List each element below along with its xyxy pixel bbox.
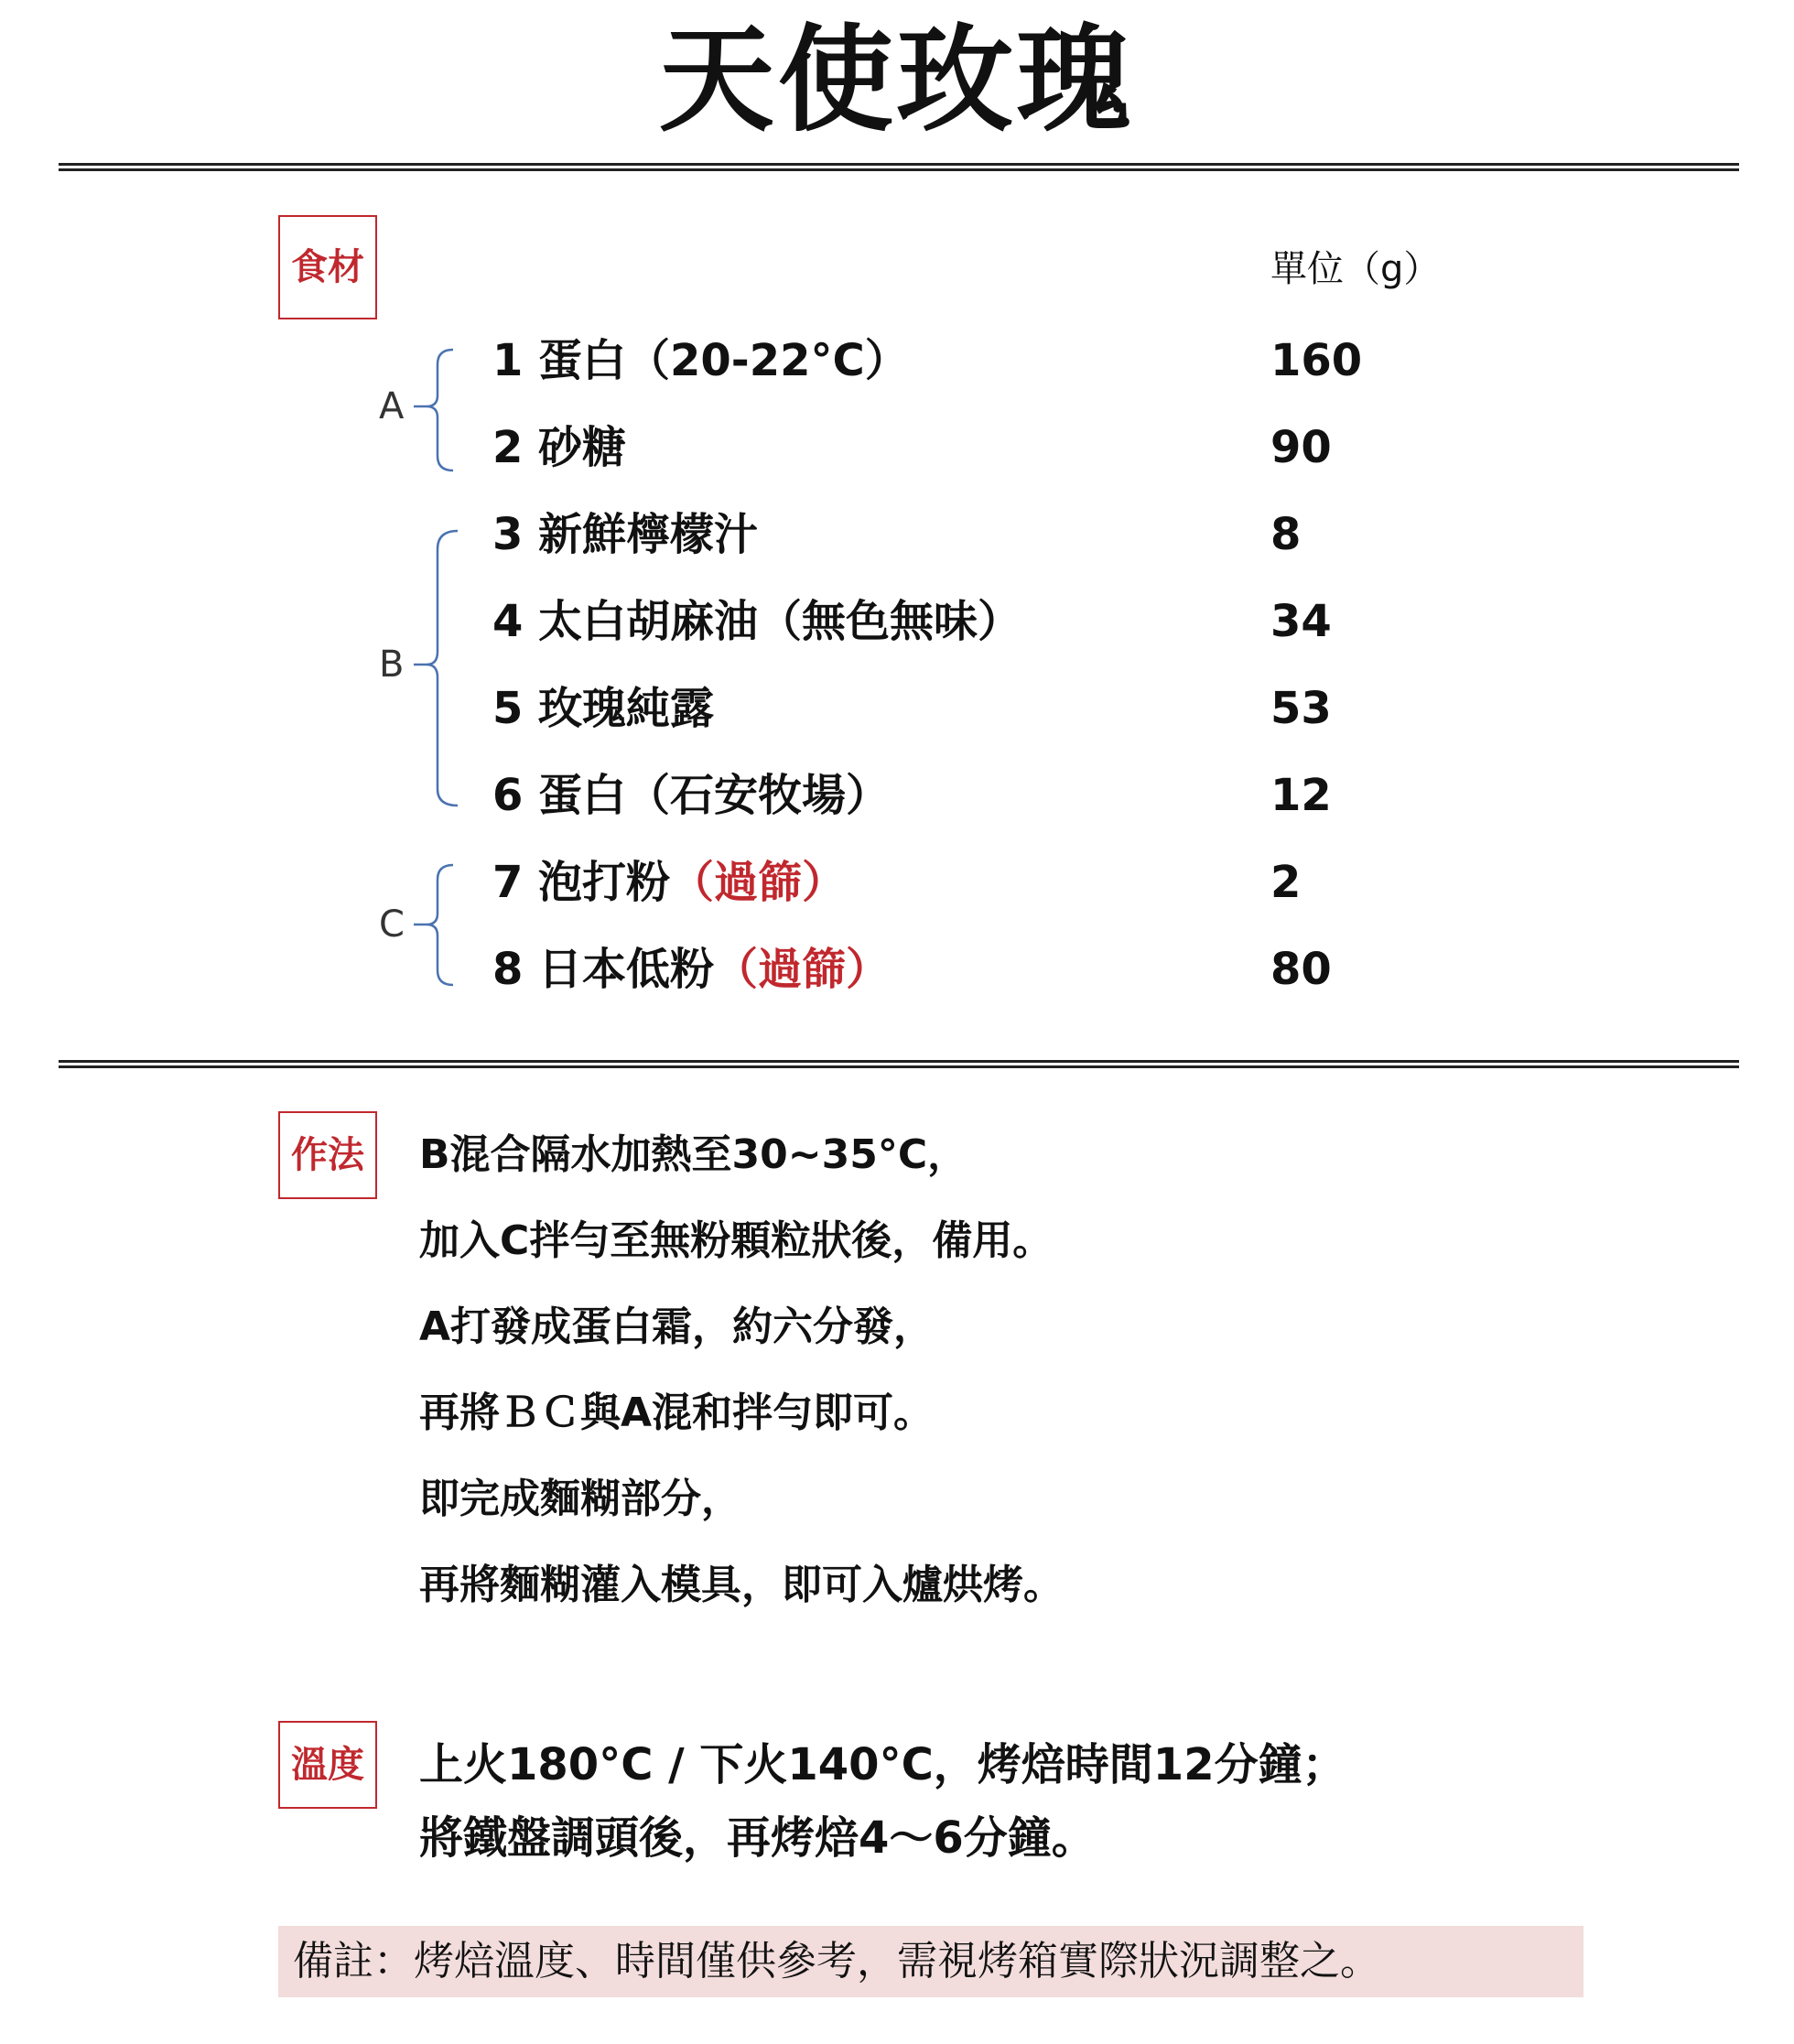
method-step: A打發成蛋白霜，約六分發， (419, 1303, 935, 1350)
ingredient-name: 玫瑰純露 (538, 683, 715, 734)
ingredient-number: 3 (492, 509, 524, 560)
ingredient-number: 5 (492, 683, 524, 734)
ingredient-amount: 53 (1270, 683, 1332, 734)
ingredient-amount: 12 (1270, 770, 1332, 821)
ingredient-number: 8 (492, 944, 524, 995)
temperature-line: 上火180°C / 下火140°C，烤焙時間12分鐘； (419, 1739, 1346, 1790)
sift-note: （過篩） (714, 944, 891, 995)
ingredient-number: 2 (492, 422, 524, 473)
ingredient-amount: 34 (1270, 596, 1332, 647)
ingredient-row (0, 509, 1794, 600)
ingredient-amount: 160 (1270, 335, 1363, 386)
group-label-a: A (379, 385, 405, 427)
middle-divider (59, 1060, 1739, 1069)
remark-note: 備註：烤焙溫度、時間僅供參考，需視烤箱實際狀況調整之。 (278, 1926, 1583, 1997)
method-step: 再將ＢＣ與A混和拌勻即可。 (419, 1390, 935, 1436)
ingredient-number: 6 (492, 770, 524, 821)
group-label-c: C (379, 903, 405, 946)
ingredient-amount: 90 (1270, 422, 1332, 473)
temperature-line: 將鐵盤調頭後，再烤焙4～6分鐘。 (419, 1812, 1096, 1864)
ingredient-name: 泡打粉（過篩） (538, 857, 847, 908)
sift-note: （過篩） (670, 857, 847, 908)
ingredient-number: 1 (492, 335, 524, 386)
ingredient-name: 日本低粉（過篩） (538, 944, 891, 995)
method-tag: 作法 (278, 1111, 377, 1199)
ingredient-name: 蛋白（石安牧場） (538, 770, 891, 821)
recipe-title: 天使玫瑰 (659, 13, 1135, 147)
ingredient-name: 砂糖 (538, 422, 627, 473)
ingredient-name: 太白胡麻油（無色無味） (538, 596, 1022, 647)
ingredient-row (0, 857, 1794, 947)
ingredient-name: 蛋白（20-22°C） (538, 335, 909, 386)
ingredients-tag: 食材 (278, 215, 377, 319)
ingredient-row (0, 770, 1794, 860)
group-label-b: B (379, 643, 405, 686)
method-step: 即完成麵糊部分， (419, 1476, 741, 1522)
method-step: B混合隔水加熱至30~35°C， (419, 1131, 968, 1178)
ingredient-amount: 80 (1270, 944, 1332, 995)
ingredient-row (0, 335, 1794, 426)
ingredient-name: 新鮮檸檬汁 (538, 509, 759, 560)
ingredient-row (0, 944, 1794, 1034)
method-step: 加入C拌勻至無粉顆粒狀後，備用。 (419, 1217, 1054, 1264)
ingredient-number: 4 (492, 596, 524, 647)
ingredient-row (0, 683, 1794, 773)
ingredient-number: 7 (492, 857, 524, 908)
ingredient-amount: 8 (1270, 509, 1302, 560)
temperature-tag: 溫度 (278, 1721, 377, 1809)
ingredient-amount: 2 (1270, 857, 1302, 908)
method-step: 再將麵糊灌入模具，即可入爐烘烤。 (419, 1562, 1064, 1608)
unit-header: 單位（g） (1270, 248, 1441, 290)
ingredient-row (0, 596, 1794, 687)
ingredient-row (0, 422, 1794, 513)
